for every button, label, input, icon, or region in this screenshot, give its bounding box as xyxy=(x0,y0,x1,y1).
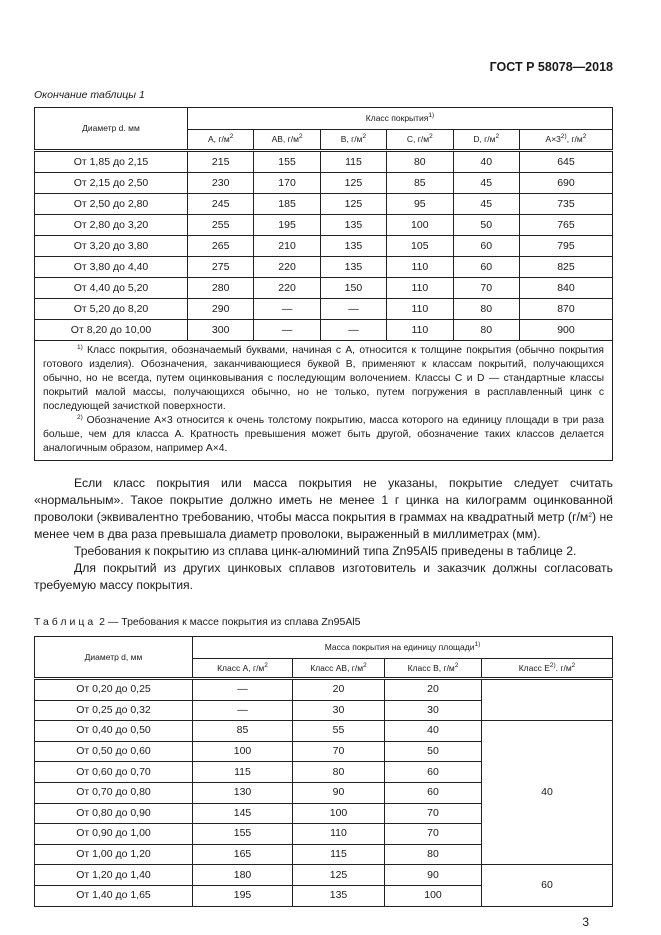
table-row xyxy=(35,865,613,886)
cell-value: 40 xyxy=(385,721,482,742)
cell-diameter: От 2,80 до 3,20 xyxy=(35,215,188,236)
col-header: B, $г/м^2$ xyxy=(320,130,386,151)
cell-value: 80 xyxy=(385,844,482,865)
cell-value: 170 xyxy=(254,173,320,194)
cell-value: 735 xyxy=(519,194,612,215)
cell-value: 100 xyxy=(387,215,453,236)
cell-value: 90 xyxy=(385,865,482,886)
cell-value: 70 xyxy=(385,803,482,824)
cell-value: 80 xyxy=(387,151,453,173)
col-header: Класс $E^{2)}$. $г/м^2$ xyxy=(482,659,613,679)
cell-diameter: От 5,20 до 8,20 xyxy=(35,299,188,320)
cell-value: 30 xyxy=(385,700,482,721)
cell-value: 125 xyxy=(320,194,386,215)
col-header-diameter: Диаметр d, мм xyxy=(35,637,193,679)
table1-caption: Окончание таблицы 1 xyxy=(34,89,145,101)
cell-value: 125 xyxy=(320,173,386,194)
cell-value: 20 xyxy=(293,679,385,701)
cell-diameter: От 2,50 до 2,80 xyxy=(35,194,188,215)
cell-value: 50 xyxy=(453,215,519,236)
footnote-1: $^{1)}$ Класс покрытия, обозначаемый буквами, начиная с А, относится к толщине покрытия (обычно покрытия готового изделия). Обозначения, заканчивающиеся буквой В, применяют к классам покрытий, получающихся обычно, но не всегда, путем оцинковывания с последующим волочением. Классы С и D — стандартные классы покрытий малой массы, получающихся обычно, но не только, путем погружения в расплавленный цинк с последующей зачисткой поверхности. xyxy=(43,344,604,412)
body-text xyxy=(34,475,613,594)
standard-designation: ГОСТ Р 58078—2018 xyxy=(489,60,613,74)
cell-value: 80 xyxy=(453,299,519,320)
cell-diameter: От 0,20 до 0,25 xyxy=(35,679,193,701)
cell-value: 55 xyxy=(293,721,385,742)
table2-caption: Таблица 2 — Требования к массе покрытия из сплава Zn95Al5 xyxy=(34,616,361,628)
cell-value: 70 xyxy=(293,741,385,762)
table-row xyxy=(35,721,613,742)
cell-value: 70 xyxy=(385,824,482,845)
cell-value: 85 xyxy=(387,173,453,194)
cell-value: 80 xyxy=(293,762,385,783)
cell-value: 155 xyxy=(193,824,293,845)
cell-value: 60 xyxy=(385,782,482,803)
col-header: A, $г/м^2$ xyxy=(188,130,254,151)
paragraph-1: Если класс покрытия или масса покрытия не указаны, покрытие следует считать «нормальным». Такое покрытие должно иметь не менее 1 г цинка на килограмм оцинкованной проволоки (эквивалентно требованию, чтобы масса покрытия в граммах на квадратный метр $(г/м^2)$ не менее чем в два раза превышала диаметр проволоки, выраженный в миллиметрах (мм). xyxy=(34,476,613,541)
cell-class-e: 40 xyxy=(482,721,613,865)
cell-value: 645 xyxy=(519,151,612,173)
cell-diameter: От 1,40 до 1,65 xyxy=(35,885,193,906)
footnote-2: $^{2)}$ Обозначение А×3 относится к очень толстому покрытию, масса которого на единицу площади в три раза больше, чем для класса А. Кратность превышения может быть другой, обозначение таких классов делается аналогичным образом, например А×4. xyxy=(43,414,604,454)
cell-diameter: От 1,85 до 2,15 xyxy=(35,151,188,173)
cell-value: 40 xyxy=(453,151,519,173)
cell-value: 100 xyxy=(385,885,482,906)
table-row xyxy=(35,194,613,215)
cell-value: 110 xyxy=(387,278,453,299)
paragraph-2: Требования к покрытию из сплава цинк-алюминий типа Zn95Al5 приведены в таблице 2. xyxy=(74,544,577,558)
cell-value: 45 xyxy=(453,173,519,194)
cell-value: 85 xyxy=(193,721,293,742)
cell-value: 130 xyxy=(193,782,293,803)
cell-value: 220 xyxy=(254,257,320,278)
table1-footnotes xyxy=(34,341,613,461)
cell-value: 300 xyxy=(188,320,254,341)
table-row xyxy=(35,151,613,173)
cell-value: 50 xyxy=(385,741,482,762)
cell-value: — xyxy=(320,299,386,320)
cell-value: 70 xyxy=(453,278,519,299)
cell-class-e xyxy=(482,679,613,721)
cell-diameter: От 1,20 до 1,40 xyxy=(35,865,193,886)
cell-value: 210 xyxy=(254,236,320,257)
cell-value: 20 xyxy=(385,679,482,701)
cell-value: 95 xyxy=(387,194,453,215)
page-number: 3 xyxy=(582,914,589,929)
cell-value: 110 xyxy=(293,824,385,845)
cell-value: 245 xyxy=(188,194,254,215)
cell-class-e: 60 xyxy=(482,865,613,906)
cell-diameter: От 8,20 до 10,00 xyxy=(35,320,188,341)
table-2 xyxy=(34,636,613,907)
cell-value: 195 xyxy=(254,215,320,236)
cell-value: 900 xyxy=(519,320,612,341)
cell-value: 60 xyxy=(385,762,482,783)
cell-value: 765 xyxy=(519,215,612,236)
cell-value: 115 xyxy=(320,151,386,173)
col-header: D, $г/м^2$ xyxy=(453,130,519,151)
table-row xyxy=(35,215,613,236)
cell-value: — xyxy=(254,320,320,341)
table-row xyxy=(35,299,613,320)
cell-diameter: От 0,60 до 0,70 xyxy=(35,762,193,783)
cell-value: 150 xyxy=(320,278,386,299)
cell-value: 220 xyxy=(254,278,320,299)
cell-value: 195 xyxy=(193,885,293,906)
cell-value: 135 xyxy=(320,236,386,257)
document-page xyxy=(34,60,613,929)
cell-diameter: От 2,15 до 2,50 xyxy=(35,173,188,194)
col-group-header: Класс покрытия$^{1)}$ xyxy=(188,108,613,130)
cell-value: — xyxy=(193,700,293,721)
cell-value: 155 xyxy=(254,151,320,173)
cell-value: 265 xyxy=(188,236,254,257)
table-row xyxy=(35,278,613,299)
cell-value: 825 xyxy=(519,257,612,278)
table-row xyxy=(35,679,613,701)
cell-value: 80 xyxy=(453,320,519,341)
paragraph-3: Для покрытий из других цинковых сплавов изготовитель и заказчик должны согласовать требуемую массу покрытия. xyxy=(34,561,613,592)
cell-value: 185 xyxy=(254,194,320,215)
table-row xyxy=(35,236,613,257)
cell-value: 100 xyxy=(293,803,385,824)
cell-value: 115 xyxy=(193,762,293,783)
cell-value: 100 xyxy=(193,741,293,762)
cell-value: 135 xyxy=(293,885,385,906)
cell-value: 135 xyxy=(320,257,386,278)
cell-value: 135 xyxy=(320,215,386,236)
cell-value: — xyxy=(254,299,320,320)
table-1 xyxy=(34,107,613,341)
cell-value: 60 xyxy=(453,236,519,257)
cell-value: 275 xyxy=(188,257,254,278)
cell-value: 255 xyxy=(188,215,254,236)
cell-diameter: От 0,70 до 0,80 xyxy=(35,782,193,803)
col-header: Класс В, $г/м^2$ xyxy=(385,659,482,679)
cell-value: 110 xyxy=(387,299,453,320)
cell-value: 795 xyxy=(519,236,612,257)
cell-value: 105 xyxy=(387,236,453,257)
col-header: C, $г/м^2$ xyxy=(387,130,453,151)
col-header: Класс А, $г/м^2$ xyxy=(193,659,293,679)
cell-value: 290 xyxy=(188,299,254,320)
cell-diameter: От 0,40 до 0,50 xyxy=(35,721,193,742)
cell-value: 110 xyxy=(387,320,453,341)
table-row xyxy=(35,173,613,194)
cell-value: 690 xyxy=(519,173,612,194)
cell-diameter: От 3,20 до 3,80 xyxy=(35,236,188,257)
cell-diameter: От 0,25 до 0,32 xyxy=(35,700,193,721)
cell-value: 45 xyxy=(453,194,519,215)
cell-value: 30 xyxy=(293,700,385,721)
cell-value: 60 xyxy=(453,257,519,278)
cell-diameter: От 0,80 до 0,90 xyxy=(35,803,193,824)
table-row xyxy=(35,257,613,278)
cell-diameter: От 3,80 до 4,40 xyxy=(35,257,188,278)
table-row xyxy=(35,320,613,341)
cell-value: 230 xyxy=(188,173,254,194)
cell-value: 215 xyxy=(188,151,254,173)
cell-value: 90 xyxy=(293,782,385,803)
cell-value: 870 xyxy=(519,299,612,320)
cell-value: 110 xyxy=(387,257,453,278)
cell-value: — xyxy=(320,320,386,341)
cell-diameter: От 0,90 до 1,00 xyxy=(35,824,193,845)
cell-value: 125 xyxy=(293,865,385,886)
cell-diameter: От 0,50 до 0,60 xyxy=(35,741,193,762)
cell-diameter: От 4,40 до 5,20 xyxy=(35,278,188,299)
cell-value: — xyxy=(193,679,293,701)
cell-value: 165 xyxy=(193,844,293,865)
col-group-header: Масса покрытия на единицу площади$^{1)}$ xyxy=(193,637,613,659)
cell-value: 280 xyxy=(188,278,254,299)
col-header: AB, $г/м^2$ xyxy=(254,130,320,151)
cell-value: 145 xyxy=(193,803,293,824)
col-header-diameter: Диаметр d. мм xyxy=(35,108,188,151)
cell-value: 180 xyxy=(193,865,293,886)
cell-diameter: От 1,00 до 1,20 xyxy=(35,844,193,865)
col-header: Класс АВ, $г/м^2$ xyxy=(293,659,385,679)
col-header: $A\times 3^{2)}$, $г/м^2$ xyxy=(519,130,612,151)
cell-value: 115 xyxy=(293,844,385,865)
cell-value: 840 xyxy=(519,278,612,299)
